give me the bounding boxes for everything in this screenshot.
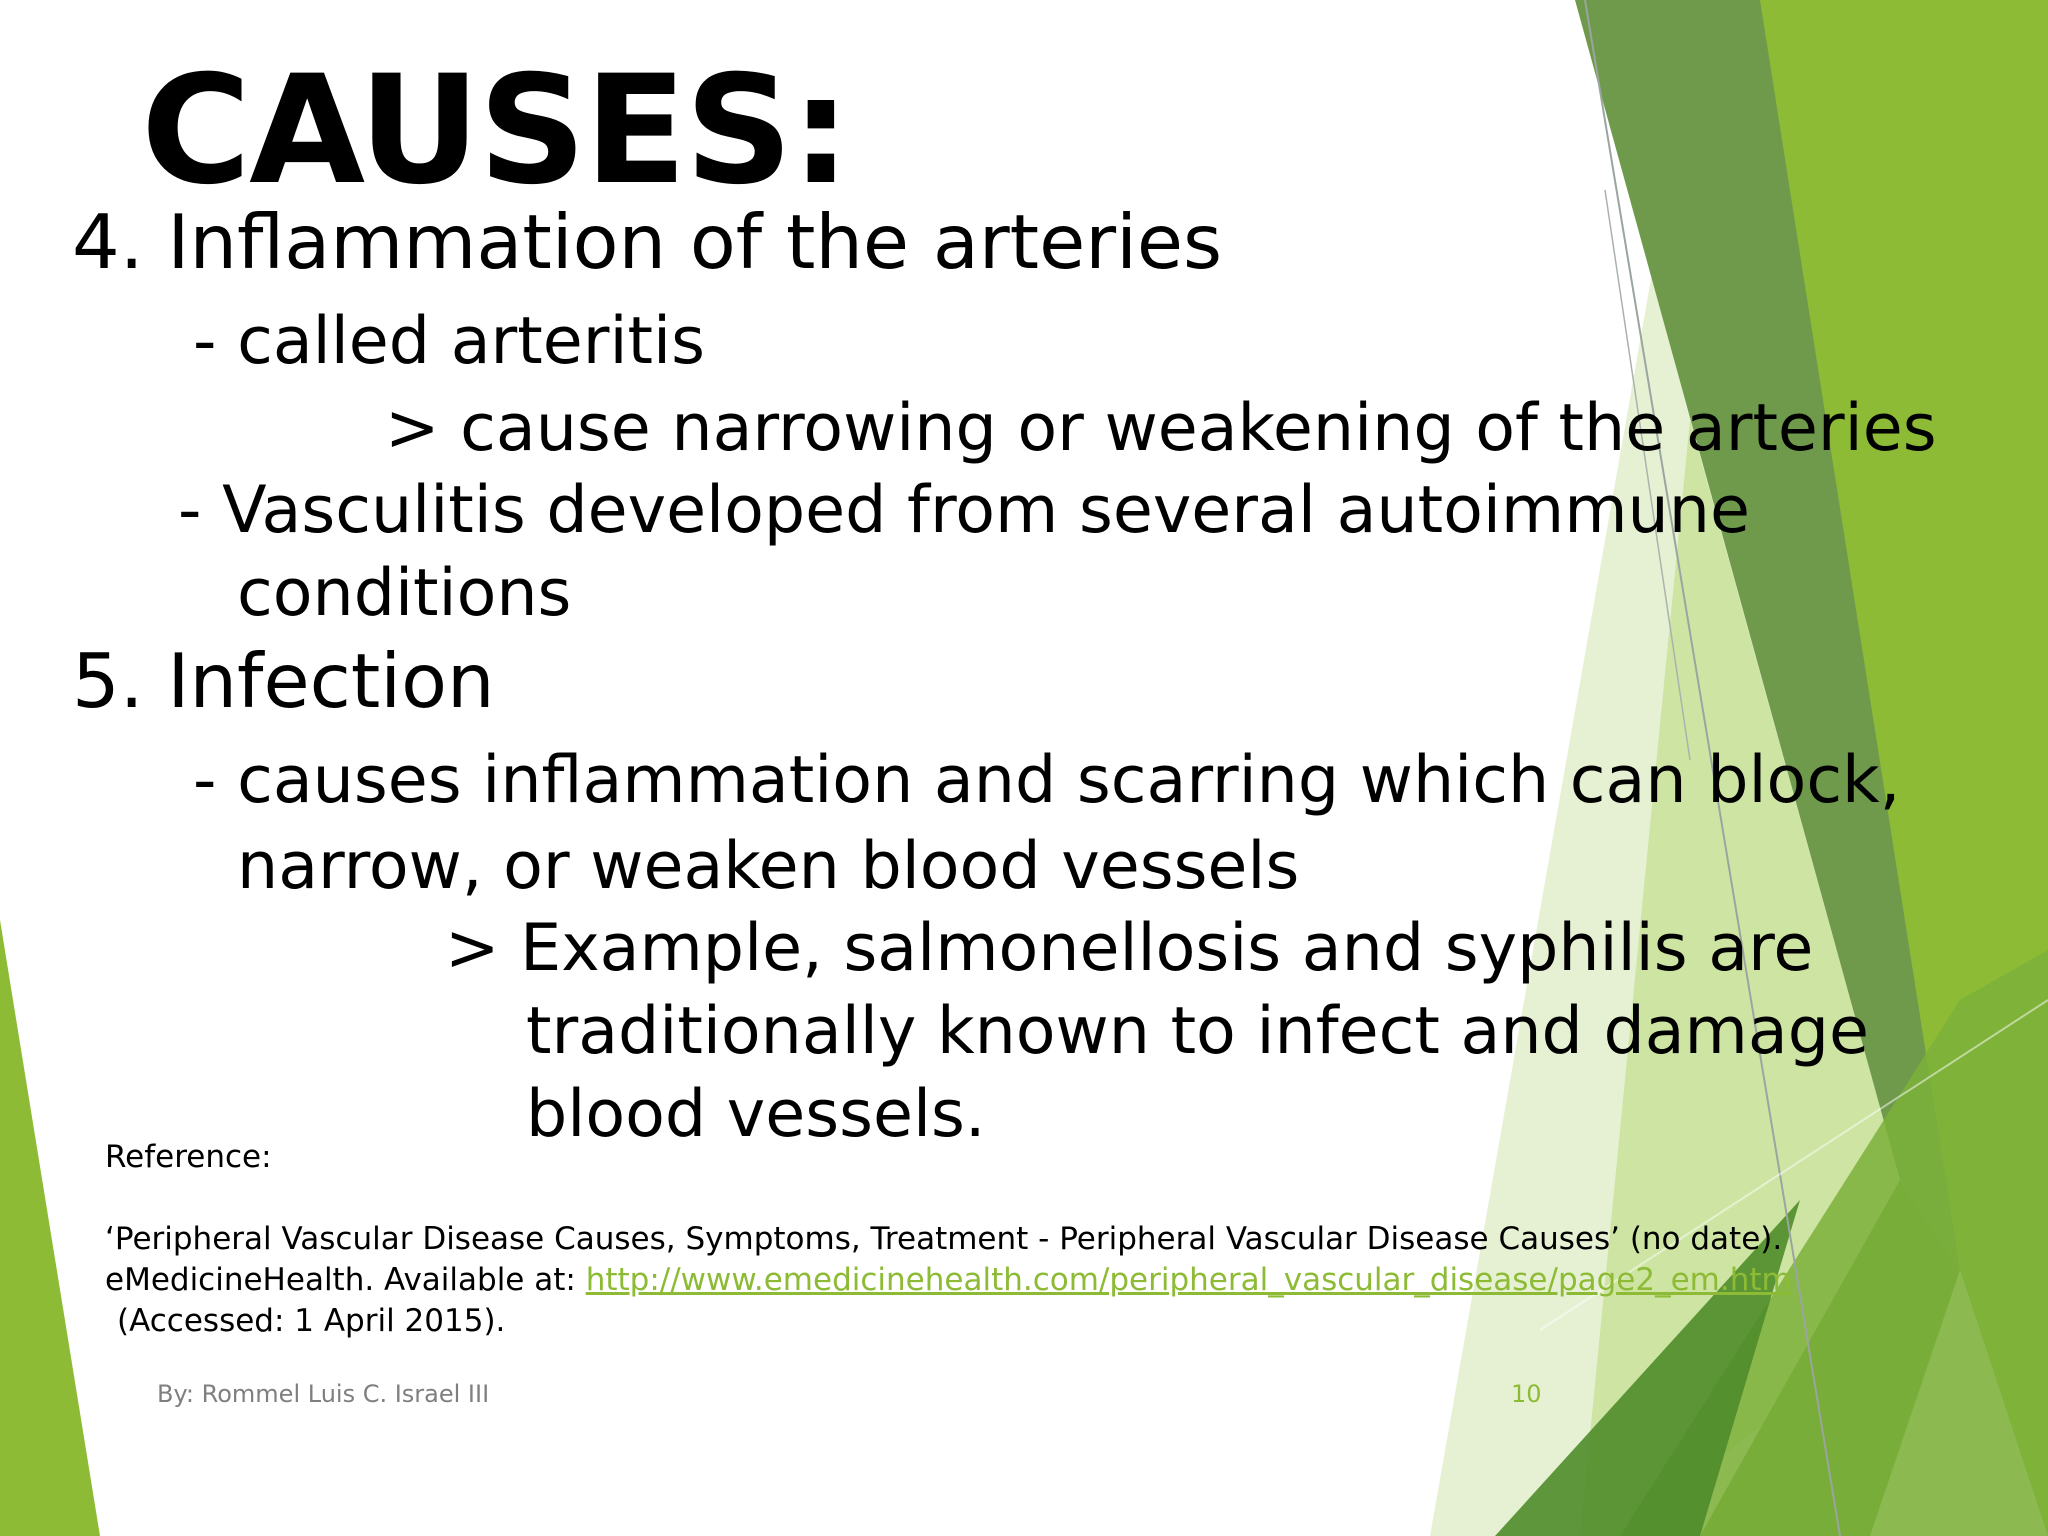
slide-title: CAUSES: <box>141 44 849 218</box>
reference-accessed: (Accessed: 1 April 2015). <box>117 1303 506 1339</box>
footer-author: By: Rommel Luis C. Israel III <box>157 1380 490 1408</box>
item-4-sub2-line1: - Vasculitis developed from several autoimmune <box>178 473 1750 548</box>
item-5-sub1-line1: - causes inflammation and scarring which can block, <box>193 743 1901 818</box>
item-4-sub1-detail: > cause narrowing or weakening of the arteries <box>385 391 1937 466</box>
reference-citation: ‘Peripheral Vascular Disease Causes, Symptoms, Treatment - Peripheral Vascular Disease Causes’ (no date). <box>105 1221 1783 1257</box>
item-4-sub2-line2: conditions <box>237 556 572 631</box>
item-5-sub1-line2: narrow, or weaken blood vessels <box>237 829 1300 904</box>
item-5-example-line1: > Example, salmonellosis and syphilis are <box>445 911 1814 986</box>
item-4-heading: 4. Inflammation of the arteries <box>72 198 1223 286</box>
reference-url-link[interactable]: http://www.emedicinehealth.com/peripheral_vascular_disease/page2_em.htm <box>585 1262 1792 1298</box>
left-green-shard <box>0 920 100 1536</box>
item-5-example-line3: blood vessels. <box>526 1077 986 1152</box>
reference-source-line <box>105 1262 1792 1298</box>
item-5-example-line2: traditionally known to infect and damage <box>526 994 1869 1069</box>
slide-page-number: 10 <box>1511 1380 1542 1408</box>
item-4-sub1: - called arteritis <box>193 304 705 379</box>
reference-label: Reference: <box>105 1139 272 1175</box>
reference-source-prefix: eMedicineHealth. Available at: <box>105 1262 586 1298</box>
item-5-heading: 5. Infection <box>72 637 495 725</box>
